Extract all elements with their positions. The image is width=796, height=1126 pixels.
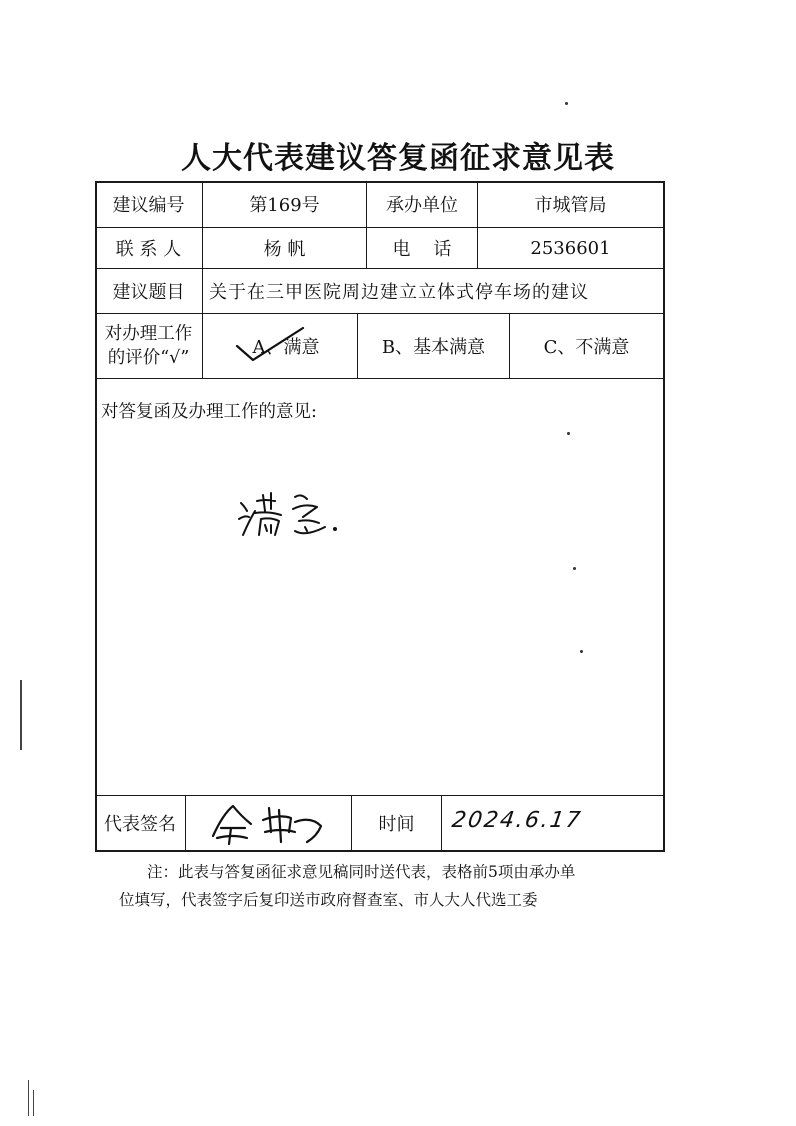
page-title: 人大代表建议答复函征求意见表 bbox=[181, 141, 615, 176]
label-evaluation-line2: 的评价“√” bbox=[107, 348, 190, 368]
label-suggestion-topic: 建议题目 bbox=[112, 282, 185, 303]
option-basically-satisfied[interactable]: B、基本满意 bbox=[381, 337, 486, 358]
scan-dust-dot bbox=[580, 650, 583, 653]
option-not-satisfied[interactable]: C、不满意 bbox=[543, 337, 630, 358]
handwritten-opinion bbox=[235, 481, 355, 541]
scan-edge-mark bbox=[28, 1080, 29, 1116]
scan-edge-mark bbox=[33, 1090, 34, 1116]
check-mark-icon bbox=[233, 324, 313, 364]
label-evaluation bbox=[95, 314, 202, 378]
label-representative-signature: 代表签名 bbox=[104, 814, 176, 835]
form-border-bottom bbox=[95, 850, 665, 852]
value-phone: 2536601 bbox=[530, 237, 611, 259]
time-value-text: 2024.6.17 bbox=[450, 808, 584, 833]
row-divider bbox=[95, 378, 665, 379]
form-border-right bbox=[663, 181, 665, 852]
label-suggestion-number: 建议编号 bbox=[112, 195, 185, 216]
footnote-line-1: 注：此表与答复函征求意见稿同时送代表，表格前5项由承办单 bbox=[147, 863, 576, 881]
option-satisfied-label: A、满意 bbox=[252, 337, 320, 358]
representative-signature bbox=[186, 796, 351, 850]
scan-dust-dot bbox=[567, 432, 570, 435]
label-handling-unit: 承办单位 bbox=[386, 195, 458, 216]
scan-dust-dot bbox=[565, 102, 568, 105]
handwritten-satisfied-signature bbox=[235, 481, 355, 541]
label-evaluation-line1: 对办理工作 bbox=[104, 324, 193, 344]
value-contact-person: 杨 帆 bbox=[263, 239, 306, 260]
scan-edge-mark bbox=[20, 680, 22, 750]
value-suggestion-topic: 关于在三甲医院周边建立立体式停车场的建议 bbox=[209, 282, 589, 303]
label-contact-person: 联 系 人 bbox=[115, 239, 182, 260]
label-opinion: 对答复函及办理工作的意见: bbox=[101, 401, 317, 422]
value-handling-unit: 市城管局 bbox=[534, 195, 607, 216]
representative-signature-handwriting bbox=[199, 798, 339, 848]
option-satisfied[interactable] bbox=[203, 314, 357, 378]
footnote-line-2: 位填写，代表签字后复印送市政府督查室、市人大人代选工委 bbox=[119, 891, 538, 909]
label-time: 时间 bbox=[378, 814, 415, 835]
value-suggestion-number: 第169号 bbox=[249, 195, 320, 216]
opinion-form bbox=[95, 181, 665, 852]
label-phone: 电 话 bbox=[392, 239, 452, 260]
scan-dust-dot bbox=[573, 567, 576, 570]
time-value bbox=[442, 796, 663, 850]
